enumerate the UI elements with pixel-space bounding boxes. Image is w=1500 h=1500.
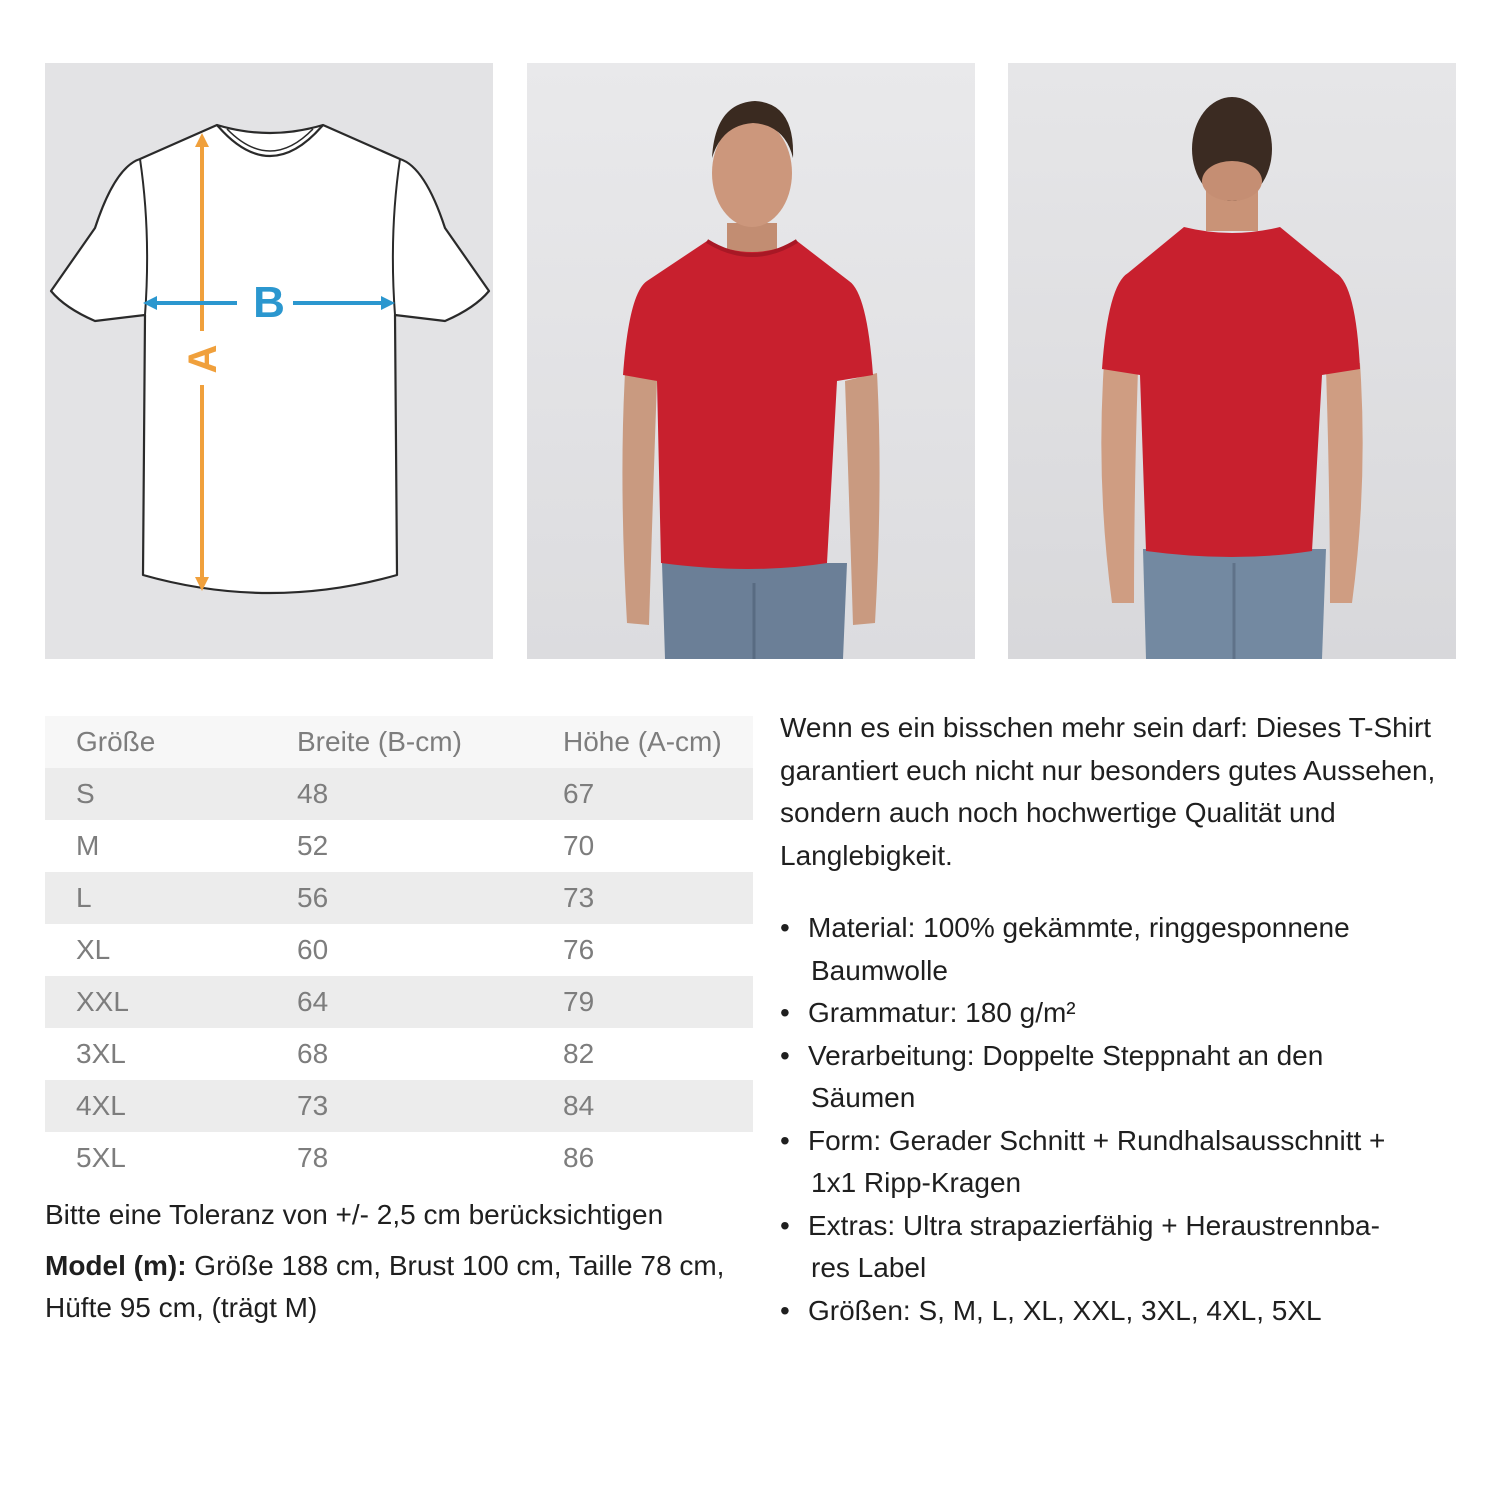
column-header-width: Breite (B-cm) — [297, 726, 462, 757]
height-cell: 73 — [563, 882, 595, 913]
feature-line: Form: Gerader Schnitt + Rundhalsausschnitt + — [808, 1124, 1386, 1156]
list-item — [780, 1120, 1470, 1205]
list-item — [780, 907, 1470, 992]
height-cell: 82 — [563, 1038, 595, 1069]
product-description: Wenn es ein bisschen mehr sein darf: Dieses T-Shirt garantiert euch nicht nur besonders gutes Aussehen, sondern auch noch hochwertige Qualität und Langlebigkeit. — [780, 712, 1436, 871]
bullet-icon: • — [780, 912, 790, 943]
table-row — [45, 768, 753, 820]
bullet-icon: • — [780, 1294, 790, 1326]
table-row — [45, 924, 753, 976]
list-item — [780, 1205, 1470, 1290]
size-cell: 4XL — [76, 1090, 126, 1121]
tolerance-note: Bitte eine Toleranz von +/- 2,5 cm berücksichtigen — [45, 1199, 664, 1230]
list-item — [780, 1035, 1470, 1120]
table-row — [45, 1080, 753, 1132]
list-item — [780, 992, 1470, 1035]
model-back-photo — [1008, 63, 1456, 659]
column-header-height: Höhe (A-cm) — [563, 726, 722, 757]
height-cell: 67 — [563, 778, 595, 809]
feature-line-continued: 1x1 Ripp-Kragen — [811, 1167, 1022, 1198]
height-cell: 70 — [563, 830, 595, 861]
size-cell: L — [76, 882, 92, 913]
height-cell: 76 — [563, 934, 595, 965]
size-cell: S — [76, 778, 95, 809]
feature-line: Verarbeitung: Doppelte Steppnaht an den — [808, 1039, 1324, 1071]
feature-line-continued: Säumen — [811, 1082, 916, 1113]
size-cell: XXL — [76, 986, 129, 1017]
measurement-diagram — [45, 63, 493, 659]
label-a: A — [181, 344, 225, 374]
tshirt-outline-icon — [45, 63, 493, 659]
width-cell: 60 — [297, 934, 329, 965]
feature-line: Extras: Ultra strapazierfähig + Heraustrennba- — [808, 1209, 1380, 1241]
height-cell: 79 — [563, 986, 595, 1017]
bullet-icon: • — [780, 1124, 790, 1156]
feature-line: Material: 100% gekämmte, ringgesponnene — [808, 912, 1350, 943]
feature-line: Größen: S, M, L, XL, XXL, 3XL, 4XL, 5XL — [808, 1294, 1322, 1326]
table-row — [45, 1028, 753, 1080]
feature-line-continued: res Label — [811, 1252, 927, 1283]
feature-line-continued: Baumwolle — [811, 954, 948, 986]
height-cell: 84 — [563, 1090, 595, 1121]
size-cell: M — [76, 830, 100, 861]
list-item — [780, 1290, 1470, 1333]
width-cell: 73 — [297, 1090, 329, 1121]
width-cell: 68 — [297, 1038, 329, 1069]
table-row — [45, 976, 753, 1028]
label-b: B — [253, 278, 285, 327]
bullet-icon: • — [780, 997, 790, 1028]
model-text: Größe 188 cm, Brust 100 cm, Taille 78 cm, Hüfte 95 cm, (trägt M) — [45, 1250, 725, 1323]
bullet-icon: • — [780, 1039, 790, 1071]
model-label: Model (m): — [45, 1250, 187, 1281]
table-row — [45, 872, 753, 924]
height-cell: 86 — [563, 1142, 595, 1173]
table-row — [45, 1132, 753, 1184]
feature-line: Grammatur: 180 g/m² — [808, 997, 1076, 1028]
width-cell: 78 — [297, 1142, 329, 1173]
column-header-size: Größe — [76, 726, 156, 757]
size-cell: 5XL — [76, 1142, 126, 1173]
model-info — [45, 1245, 735, 1329]
width-cell: 56 — [297, 882, 329, 913]
model-back-figure — [1008, 63, 1456, 659]
bullet-icon: • — [780, 1209, 790, 1241]
model-front-photo — [527, 63, 975, 659]
size-table — [45, 716, 753, 1184]
model-front-figure — [527, 63, 975, 659]
table-row — [45, 820, 753, 872]
width-cell: 48 — [297, 778, 329, 809]
table-header-row — [45, 716, 753, 768]
size-cell: 3XL — [76, 1038, 126, 1069]
width-cell: 64 — [297, 986, 329, 1017]
width-cell: 52 — [297, 830, 329, 861]
size-cell: XL — [76, 934, 111, 965]
feature-list — [780, 907, 1470, 1332]
